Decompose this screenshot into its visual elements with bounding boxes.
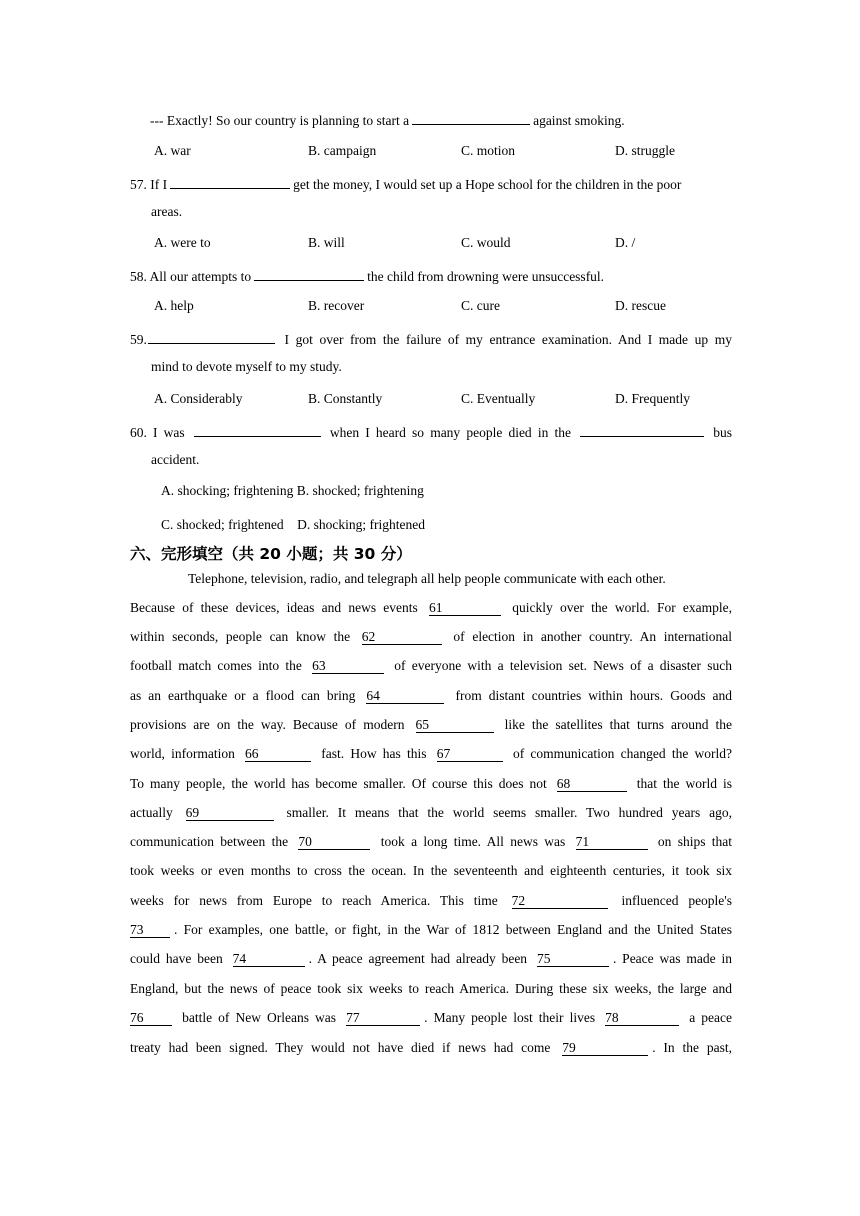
- q56-text-post: against smoking.: [533, 113, 625, 128]
- q57-stem: [130, 175, 681, 193]
- passage-text: took a long time. All news was: [380, 834, 566, 849]
- q56-stem: [150, 111, 625, 129]
- passage-text: world, information: [130, 746, 235, 761]
- passage-text: of election in another country. An international: [453, 629, 733, 644]
- q59-option-d[interactable]: D. Frequently: [615, 391, 690, 406]
- passage-text: of communication changed the world?: [512, 746, 733, 761]
- passage-line-1: Telephone, television, radio, and telegraph all help people communicate with each other.: [188, 571, 666, 586]
- passage-text: . Peace was made in: [612, 951, 732, 966]
- passage-text: . Many people lost their lives: [424, 1010, 596, 1025]
- passage-text: To many people, the world has become smaller. Of course this does not: [130, 776, 547, 791]
- q58-option-b[interactable]: B. recover: [308, 298, 365, 313]
- passage-line-2: [130, 600, 732, 616]
- q59-option-b[interactable]: B. Constantly: [308, 391, 383, 406]
- passage-text: influenced people's: [621, 893, 732, 908]
- passage-line-9: [130, 805, 732, 821]
- q57-text-post: get the money, I would set up a Hope school for the children in the poor: [293, 177, 682, 192]
- passage-text: weeks for news from Europe to reach America. This time: [130, 893, 498, 908]
- cloze-blank-76[interactable]: 76: [130, 1011, 172, 1026]
- q58-text-pre: 58. All our attempts to: [130, 269, 252, 284]
- passage-text: communication between the: [130, 834, 289, 849]
- q56-text-pre: --- Exactly! So our country is planning to start a: [150, 113, 410, 128]
- q58-text-post: the child from drowning were unsuccessful.: [367, 269, 605, 284]
- passage-text: . A peace agreement had already been: [308, 951, 528, 966]
- q60-stem-cont: accident.: [151, 452, 200, 467]
- q59-text-post: I got over from the failure of my entrance examination. And I made up my: [284, 332, 732, 347]
- cloze-blank-62[interactable]: 62: [362, 630, 442, 645]
- q58-stem: [130, 267, 604, 285]
- passage-line-8: [130, 776, 732, 792]
- cloze-blank-65[interactable]: 65: [416, 718, 494, 733]
- passage-text: like the satellites that turns around the: [504, 717, 733, 732]
- q58-option-c[interactable]: C. cure: [461, 298, 500, 313]
- passage-line-16: [130, 1010, 732, 1026]
- q58-option-d[interactable]: D. rescue: [615, 298, 666, 313]
- passage-text: smaller. It means that the world seems smaller. Two hundred years ago,: [286, 805, 733, 820]
- passage-text: that the world is: [636, 776, 733, 791]
- cloze-blank-79[interactable]: 79: [562, 1041, 648, 1056]
- passage-text: provisions are on the way. Because of modern: [130, 717, 405, 732]
- q60-answer-blank-2[interactable]: [580, 423, 704, 437]
- passage-text: Because of these devices, ideas and news events: [130, 600, 418, 615]
- cloze-blank-63[interactable]: 63: [312, 659, 384, 674]
- passage-text: could have been: [130, 951, 223, 966]
- cloze-blank-61[interactable]: 61: [429, 601, 501, 616]
- passage-line-11: took weeks or even months to cross the ocean. In the seventeenth and eighteenth centuries, it took six: [130, 863, 732, 878]
- q59-option-a[interactable]: A. Considerably: [154, 391, 243, 406]
- q58-option-a[interactable]: A. help: [154, 298, 194, 313]
- passage-text: of everyone with a television set. News of a disaster such: [394, 658, 732, 673]
- passage-text: football match comes into the: [130, 658, 302, 673]
- q59-answer-blank[interactable]: [148, 330, 275, 344]
- passage-text: quickly over the world. For example,: [512, 600, 733, 615]
- cloze-blank-77[interactable]: 77: [346, 1011, 420, 1026]
- passage-line-17: [130, 1040, 732, 1056]
- q56-option-c[interactable]: C. motion: [461, 143, 516, 158]
- cloze-blank-64[interactable]: 64: [366, 689, 444, 704]
- passage-text: within seconds, people can know the: [130, 629, 351, 644]
- q60-answer-blank-1[interactable]: [194, 423, 321, 437]
- passage-line-14: [130, 951, 732, 967]
- q57-option-a[interactable]: A. were to: [154, 235, 211, 250]
- passage-text: battle of New Orleans was: [182, 1010, 337, 1025]
- cloze-blank-72[interactable]: 72: [512, 894, 608, 909]
- passage-text: fast. How has this: [321, 746, 427, 761]
- cloze-blank-66[interactable]: 66: [245, 747, 311, 762]
- q59-text-pre: 59.: [130, 332, 147, 347]
- cloze-blank-68[interactable]: 68: [557, 777, 627, 792]
- q60-options-row-1[interactable]: A. shocking; frightening B. shocked; frightening: [161, 483, 424, 498]
- passage-line-13: [130, 922, 732, 938]
- q56-option-a[interactable]: A. war: [154, 143, 191, 158]
- q57-option-d[interactable]: D. /: [615, 235, 636, 250]
- passage-line-6: [130, 717, 732, 733]
- passage-text: as an earthquake or a flood can bring: [130, 688, 356, 703]
- q60-options-row-2[interactable]: C. shocked; frightened D. shocking; frightened: [161, 517, 425, 532]
- q56-option-d[interactable]: D. struggle: [615, 143, 675, 158]
- cloze-blank-74[interactable]: 74: [233, 952, 305, 967]
- cloze-blank-73[interactable]: 73: [130, 923, 170, 938]
- q57-stem-cont: areas.: [151, 204, 183, 219]
- passage-text: a peace: [689, 1010, 733, 1025]
- q59-stem: [130, 330, 732, 348]
- q58-answer-blank[interactable]: [254, 267, 364, 281]
- cloze-blank-69[interactable]: 69: [186, 806, 274, 821]
- q60-text-mid: when I heard so many people died in the: [329, 425, 571, 440]
- passage-text: actually: [130, 805, 173, 820]
- q57-answer-blank[interactable]: [170, 175, 290, 189]
- passage-line-3: [130, 629, 732, 645]
- passage-line-4: [130, 658, 732, 674]
- section-heading: 六、完形填空（共 20 小题；共 30 分）: [130, 545, 412, 563]
- passage-text: . In the past,: [652, 1040, 732, 1055]
- q60-text-pre: 60. I was: [130, 425, 185, 440]
- cloze-blank-78[interactable]: 78: [605, 1011, 679, 1026]
- q59-stem-cont: mind to devote myself to my study.: [151, 359, 342, 374]
- q57-text-pre: 57. If I: [130, 177, 168, 192]
- passage-line-7: [130, 746, 732, 762]
- passage-text: treaty had been signed. They would not have died if news had come: [130, 1040, 551, 1055]
- q60-stem: [130, 423, 732, 441]
- q59-option-c[interactable]: C. Eventually: [461, 391, 536, 406]
- cloze-blank-75[interactable]: 75: [537, 952, 609, 967]
- passage-line-12: [130, 893, 732, 909]
- passage-text: . For examples, one battle, or fight, in the War of 1812 between England and the United States: [174, 922, 732, 937]
- cloze-blank-71[interactable]: 71: [576, 835, 648, 850]
- passage-line-5: [130, 688, 732, 704]
- q56-option-b[interactable]: B. campaign: [308, 143, 377, 158]
- passage-text: from distant countries within hours. Goods and: [455, 688, 732, 703]
- passage-line-15: England, but the news of peace took six weeks to reach America. During these six weeks, the large and: [130, 981, 732, 996]
- passage-text: on ships that: [657, 834, 733, 849]
- q60-text-post: bus: [713, 425, 733, 440]
- q56-answer-blank[interactable]: [412, 111, 530, 125]
- cloze-blank-67[interactable]: 67: [437, 747, 503, 762]
- q57-option-c[interactable]: C. would: [461, 235, 511, 250]
- q57-option-b[interactable]: B. will: [308, 235, 345, 250]
- cloze-blank-70[interactable]: 70: [298, 835, 370, 850]
- passage-line-10: [130, 834, 732, 850]
